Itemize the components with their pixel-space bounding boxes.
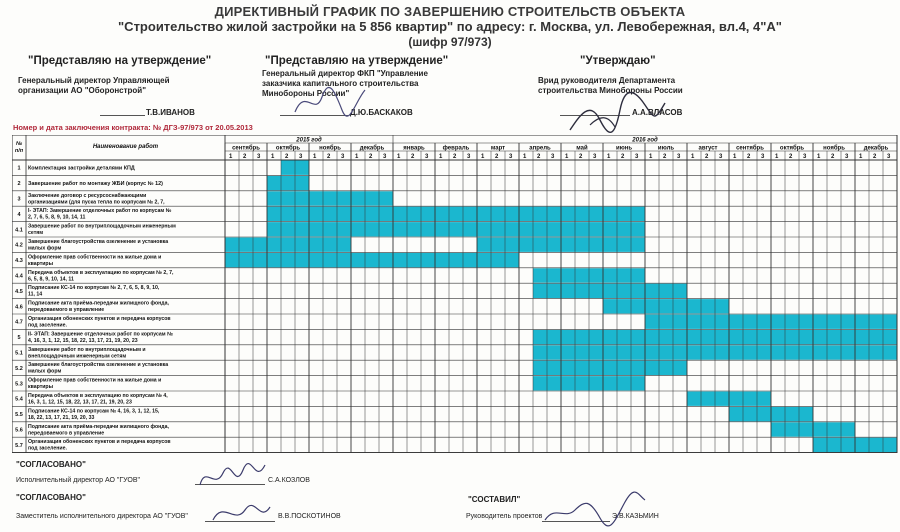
signature-kozlov bbox=[195, 455, 270, 495]
row-name: 16, 3, 1, 12, 15, 18, 22, 13, 17, 21, 19, 20, 23 bbox=[28, 399, 132, 406]
row-name: организациями (для пуска тепла по корпусам № 2, 7, bbox=[28, 199, 165, 206]
row-number: 5.1 bbox=[15, 350, 23, 357]
decade-label: 2 bbox=[243, 154, 247, 160]
decade-label: 2 bbox=[579, 154, 583, 160]
row-name: Завершение работ по внутриплощадочным и bbox=[28, 346, 146, 353]
decade-label: 3 bbox=[425, 154, 429, 160]
decade-label: 1 bbox=[481, 154, 485, 160]
row-name: внеплощадочным инженерным сетям bbox=[28, 353, 127, 360]
approval-2-heading: "Представляю на утверждение" bbox=[265, 55, 449, 67]
agreed-1-position: Исполнительный директор АО "ГУОВ" bbox=[16, 477, 140, 484]
decade-label: 3 bbox=[467, 154, 471, 160]
row-name: Подписание акта приёма-передачи жилищного фонда, bbox=[28, 300, 169, 307]
decade-label: 3 bbox=[677, 154, 681, 160]
row-name: Завершение работ по внутриплощадочным инженерным bbox=[28, 223, 176, 230]
gantt-bar bbox=[267, 191, 393, 205]
row-number: 4.5 bbox=[15, 288, 23, 295]
approval-3-position: Врид руководителя Департамента строительства Минобороны России bbox=[538, 76, 683, 95]
month-label: март bbox=[490, 145, 506, 152]
decade-label: 1 bbox=[355, 154, 359, 160]
month-label: май bbox=[576, 145, 588, 152]
approval-3-heading: "Утверждаю" bbox=[580, 55, 656, 67]
decade-label: 1 bbox=[649, 154, 653, 160]
gantt-bar bbox=[267, 176, 309, 190]
row-number: 4 bbox=[17, 211, 21, 218]
decade-label: 2 bbox=[495, 154, 499, 160]
month-label: август bbox=[698, 145, 718, 152]
decade-label: 3 bbox=[845, 154, 849, 160]
decade-label: 3 bbox=[593, 154, 597, 160]
row-name: Подписание акта приёма-передачи жилищного фонда, bbox=[28, 423, 169, 430]
decade-label: 2 bbox=[537, 154, 541, 160]
decade-label: 3 bbox=[383, 154, 387, 160]
decade-label: 3 bbox=[509, 154, 513, 160]
row-number: 5.3 bbox=[15, 381, 23, 388]
row-number: 5.2 bbox=[15, 365, 23, 372]
decade-label: 1 bbox=[565, 154, 569, 160]
decade-label: 2 bbox=[789, 154, 793, 160]
row-name: под заселение. bbox=[28, 322, 67, 329]
row-name: Завершение работ по монтажу ЖБИ (корпус № 12) bbox=[28, 181, 163, 188]
row-name: малых форм bbox=[28, 245, 62, 252]
row-name: Организация обоненских пунктов и передача корпусов bbox=[28, 439, 171, 446]
month-label: декабрь bbox=[359, 145, 385, 152]
month-label: сентябрь bbox=[736, 145, 764, 152]
decade-label: 2 bbox=[663, 154, 667, 160]
row-name: Передача объектов в эксплуатацию по корпусам № 4, bbox=[28, 393, 168, 399]
row-name: под заселение. bbox=[28, 445, 67, 452]
gantt-bar bbox=[603, 299, 729, 313]
row-name: I- ЭТАП: Завершение отделочных работ по корпусам № bbox=[28, 208, 172, 215]
row-name: Организация обоненских пунктов и передача корпусов bbox=[28, 316, 171, 322]
row-name: квартиры bbox=[28, 260, 54, 267]
row-number: 3 bbox=[17, 196, 21, 203]
column-header-name: Наименование работ bbox=[92, 144, 159, 150]
month-label: июль bbox=[657, 145, 675, 152]
row-name: Завершение благоустройства озеленение и установка bbox=[28, 239, 169, 245]
row-number: 1 bbox=[17, 165, 21, 172]
decade-label: 1 bbox=[271, 154, 275, 160]
signature-kazmin bbox=[540, 490, 650, 530]
row-number: 4.1 bbox=[15, 227, 23, 234]
row-name: Завершение благоустройства озеленение и установка bbox=[28, 362, 169, 369]
row-number: 5.5 bbox=[15, 412, 23, 419]
decade-label: 3 bbox=[257, 154, 261, 160]
year-label: 2015 год bbox=[296, 137, 322, 144]
row-name: Оформление прав собственности на жилые дома и bbox=[28, 377, 162, 384]
document-title: ДИРЕКТИВНЫЙ ГРАФИК ПО ЗАВЕРШЕНИЮ СТРОИТЕЛЬСТВ ОБЪЕКТА bbox=[214, 4, 686, 19]
decade-label: 1 bbox=[691, 154, 695, 160]
row-name: Подписание КС-14 по корпусам № 2, 7, 6, 5, 8, 9, 10, bbox=[28, 285, 160, 292]
column-header-no: п/п bbox=[14, 148, 24, 154]
gantt-bar bbox=[533, 284, 687, 298]
row-name: II- ЭТАП: Завершение отделочных работ по корпусам № bbox=[28, 331, 173, 338]
decade-label: 1 bbox=[397, 154, 401, 160]
row-name: квартиры bbox=[28, 384, 54, 391]
row-name: передоваемого в управление bbox=[28, 430, 105, 437]
row-name: передоваемого в управление bbox=[28, 307, 105, 314]
decade-label: 1 bbox=[733, 154, 737, 160]
row-name: 18, 22, 13, 17, 21, 19, 20, 33 bbox=[28, 414, 95, 421]
row-number: 5.4 bbox=[15, 396, 23, 403]
row-name: Оформление прав собственности на жилые дома и bbox=[28, 254, 162, 261]
approval-3-name: А.А.ВЛАСОВ bbox=[632, 108, 683, 117]
approval-1-name: Т.В.ИВАНОВ bbox=[146, 108, 195, 117]
month-label: апрель bbox=[529, 145, 551, 152]
month-label: февраль bbox=[442, 145, 470, 152]
gantt-bar bbox=[281, 161, 295, 175]
row-name: малых форм bbox=[28, 368, 62, 375]
row-number: 4.6 bbox=[15, 304, 23, 311]
approval-2-position: Генеральный директор ФКП "Управление заказчика капитального строительства Минобороны России" bbox=[262, 69, 428, 98]
gantt-bar bbox=[225, 238, 351, 252]
agreed-1-heading: "СОГЛАСОВАНО" bbox=[16, 460, 86, 469]
signature-poskotinov bbox=[205, 495, 275, 530]
decade-label: 2 bbox=[747, 154, 751, 160]
decade-label: 2 bbox=[621, 154, 625, 160]
month-label: сентябрь bbox=[232, 145, 260, 152]
compiled-position: Руководитель проектов bbox=[466, 513, 543, 520]
month-label: ноябрь bbox=[823, 145, 845, 152]
gantt-bar bbox=[267, 207, 645, 221]
signature-baskakov bbox=[290, 82, 370, 122]
month-label: июнь bbox=[615, 145, 633, 152]
decade-label: 2 bbox=[369, 154, 373, 160]
month-label: декабрь bbox=[863, 145, 889, 152]
decade-label: 1 bbox=[775, 154, 779, 160]
row-number: 4.3 bbox=[15, 258, 23, 265]
decade-label: 2 bbox=[705, 154, 709, 160]
column-header-no: № bbox=[15, 141, 23, 147]
row-number: 4.2 bbox=[15, 242, 23, 249]
row-name: 6, 5, 8, 9, 10, 14, 11 bbox=[28, 276, 74, 283]
agreed-2-heading: "СОГЛАСОВАНО" bbox=[16, 493, 86, 502]
document-subtitle: "Строительство жилой застройки на 5 856 квартир" по адресу: г. Москва, ул. Левобережная, вл.4, 4"А" bbox=[118, 19, 782, 34]
decade-label: 1 bbox=[859, 154, 863, 160]
decade-label: 1 bbox=[439, 154, 443, 160]
agreed-2-position: Заместитель исполнительного директора АО "ГУОВ" bbox=[16, 513, 188, 520]
row-name: сетям bbox=[28, 230, 44, 237]
decade-label: 3 bbox=[299, 154, 303, 160]
decade-label: 2 bbox=[285, 154, 289, 160]
document-cipher: (шифр 97/973) bbox=[408, 35, 492, 49]
decade-label: 1 bbox=[607, 154, 611, 160]
row-name: Передача объектов в эксплуатацию по корпусам № 2, 7, bbox=[28, 269, 174, 276]
decade-label: 1 bbox=[313, 154, 317, 160]
row-number: 5 bbox=[17, 335, 21, 342]
decade-label: 2 bbox=[873, 154, 877, 160]
gantt-bar bbox=[267, 222, 645, 236]
decade-label: 3 bbox=[551, 154, 555, 160]
approval-1-heading: "Представляю на утверждение" bbox=[28, 55, 212, 67]
row-name: 2, 7, 6, 5, 8, 9, 10, 14, 11 bbox=[28, 214, 86, 221]
month-label: январь bbox=[403, 145, 425, 152]
decade-label: 2 bbox=[411, 154, 415, 160]
decade-label: 3 bbox=[761, 154, 765, 160]
contract-info: Номер и дата заключения контракта: № ДГЗ-97/973 от 20.05.2013 bbox=[13, 123, 253, 132]
gantt-bar bbox=[225, 253, 519, 267]
row-name: Заключение договор с ресурсоснабжающими bbox=[28, 192, 147, 199]
decade-label: 2 bbox=[453, 154, 457, 160]
row-number: 2 bbox=[17, 181, 21, 188]
approval-1-position: Генеральный директор Управляющей организации АО "Оборонстрой" bbox=[18, 76, 170, 95]
month-label: ноябрь bbox=[319, 145, 341, 152]
row-number: 4.7 bbox=[15, 319, 23, 326]
row-name: Комплектация застройки деталями КПД bbox=[28, 165, 135, 172]
signature-vlasov bbox=[560, 85, 670, 140]
gantt-bar bbox=[533, 361, 687, 375]
gantt-chart bbox=[12, 135, 900, 453]
compiled-heading: "СОСТАВИЛ" bbox=[468, 495, 521, 504]
approval-1-signature-line bbox=[100, 115, 145, 116]
approval-2-name: Д.Ю.БАСКАКОВ bbox=[350, 108, 413, 117]
month-label: октябрь bbox=[779, 145, 805, 152]
year-label: 2016 год bbox=[632, 137, 658, 144]
gantt-bar bbox=[295, 161, 309, 175]
row-name: Подписание КС-14 по корпусам № 4, 16, 3, 1, 12, 15, bbox=[28, 408, 160, 415]
decade-label: 3 bbox=[887, 154, 891, 160]
month-label: октябрь bbox=[275, 145, 301, 152]
row-number: 5.6 bbox=[15, 427, 23, 434]
agreed-2-name: В.В.ПОСКОТИНОВ bbox=[278, 513, 341, 520]
decade-label: 1 bbox=[523, 154, 527, 160]
decade-label: 3 bbox=[635, 154, 639, 160]
decade-label: 3 bbox=[341, 154, 345, 160]
decade-label: 1 bbox=[229, 154, 233, 160]
decade-label: 1 bbox=[817, 154, 821, 160]
row-name: 11, 14 bbox=[28, 291, 43, 298]
decade-label: 3 bbox=[719, 154, 723, 160]
decade-label: 3 bbox=[803, 154, 807, 160]
row-name: 4, 16, 3, 1, 12, 15, 18, 22, 13, 17, 21, 19, 20, 23 bbox=[28, 337, 138, 344]
decade-label: 2 bbox=[831, 154, 835, 160]
compiled-name: Э.В.КАЗЬМИН bbox=[612, 513, 659, 520]
row-number: 5.7 bbox=[15, 442, 23, 449]
decade-label: 2 bbox=[327, 154, 331, 160]
agreed-1-name: С.А.КОЗЛОВ bbox=[268, 477, 310, 484]
row-number: 4.4 bbox=[15, 273, 23, 280]
